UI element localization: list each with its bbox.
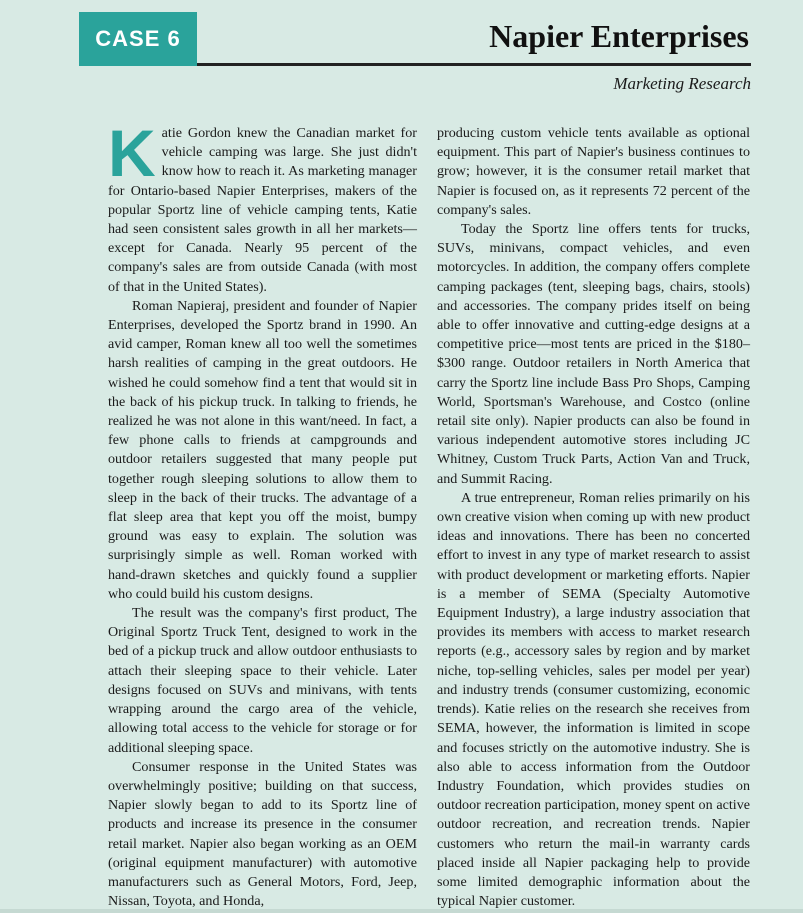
paragraph: A true entrepreneur, Roman relies primarily on his own creative vision when coming up with new product ideas and innovations. There has been no concerted effort to invest in any type of market research to assist with product development or marketing efforts. Napier is a member of SEMA (Specialty Automotive Equipment Industry), a large industry association that provides its members with access to market research reports (e.g., accessory sales by region and by market niche, top-selling vehicles, sales per model per year) and industry trends (consumer customizing, economic trends). Katie relies on the research she receives from SEMA, however, the information is limited in scope and focuses strictly on the automotive industry. She is also able to access information from the Outdoor Industry Foundation, which provides studies on outdoor recreation participation, money spent on active outdoor recreation, and recreation trends. Napier customers who return the mail-in warranty cards placed inside all Napier packaging help to provide some limited demographic information about the typical Napier customer. — [437, 489, 750, 910]
right-column — [437, 124, 750, 911]
paragraph: Today the Sportz line offers tents for trucks, SUVs, minivans, compact vehicles, and even motorcycles. In addition, the company offers complete camping packages (tent, sleeping bags, chairs, stools) and accessories. The company prides itself on being able to offer innovative and cutting-edge designs at a competitive price—most tents are priced in the $180–$300 range. Outdoor retailers in North America that carry the Sportz line include Bass Pro Shops, Camping World, Sportsman's Warehouse, and Costco (online retail site only). Napier products can also be found in various independent automotive stores including JC Whitney, Custom Truck Parts, Action Van and Truck, and Summit Racing. — [437, 221, 750, 487]
page-title: Napier Enterprises — [489, 18, 749, 54]
title-rule — [197, 63, 751, 66]
paragraph: Consumer response in the United States was overwhelmingly positive; building on that success, Napier slowly began to add to its Sportz line of products and increase its presence in the consumer retail market. Napier also began working as an OEM (original equipment manufacturer) with automotive manufacturers such as General Motors, Ford, Jeep, Nissan, Toyota, and Honda, — [108, 758, 417, 910]
drop-cap: K — [108, 116, 156, 190]
page-subtitle: Marketing Research — [613, 74, 751, 93]
paragraph: The result was the company's first product, The Original Sportz Truck Tent, designed to work in the bed of a pickup truck and allow outdoor enthusiasts to attach their sleeping space to their vehicle. Later designs focused on SUVs and minivans, with tents wrapping around the cargo area of the vehicle, allowing total access to the vehicle for storage or for additional sleeping space. — [108, 605, 417, 756]
page-bottom-edge — [0, 909, 803, 913]
case-label: CASE 6 — [79, 12, 197, 66]
left-column — [108, 116, 417, 911]
paragraph-text: atie Gordon knew the Canadian market for vehicle camping was large. She just didn't know how to reach it. As marketing manager for Ontario-based Napier Enterprises, makers of the popular Sportz line of vehicle camping tents, Katie had seen consistent sales growth in all her markets—except for Canada. Nearly 95 percent of the company's sales are from outside Canada (with most of that in the United States). — [108, 125, 417, 295]
paragraph — [108, 116, 417, 297]
paragraph: Roman Napieraj, president and founder of Napier Enterprises, developed the Sportz brand in 1990. An avid camper, Roman knew all too well the sometimes harsh realities of camping in the great outdoors. He wished he could somehow find a tent that would sit in the back of his pickup truck. In talking to friends, he realized he was not alone in this want/need. In fact, a few phone calls to friends at campgrounds and outdoor retailers suggested that many people put together rough sleeping solutions to allow them to sleep in the back of their trucks. The advantage of a flat sleep area that kept you off the moist, bumpy ground was easy to explain. The solution was surprisingly simple as well. Roman worked with hand-drawn sketches and quickly found a supplier who could build his custom designs. — [108, 297, 417, 602]
paragraph: producing custom vehicle tents available as optional equipment. This part of Napier's business continues to grow; however, it is the consumer retail market that Napier is focused on, as it represents 72 percent of the company's sales. — [437, 125, 750, 218]
